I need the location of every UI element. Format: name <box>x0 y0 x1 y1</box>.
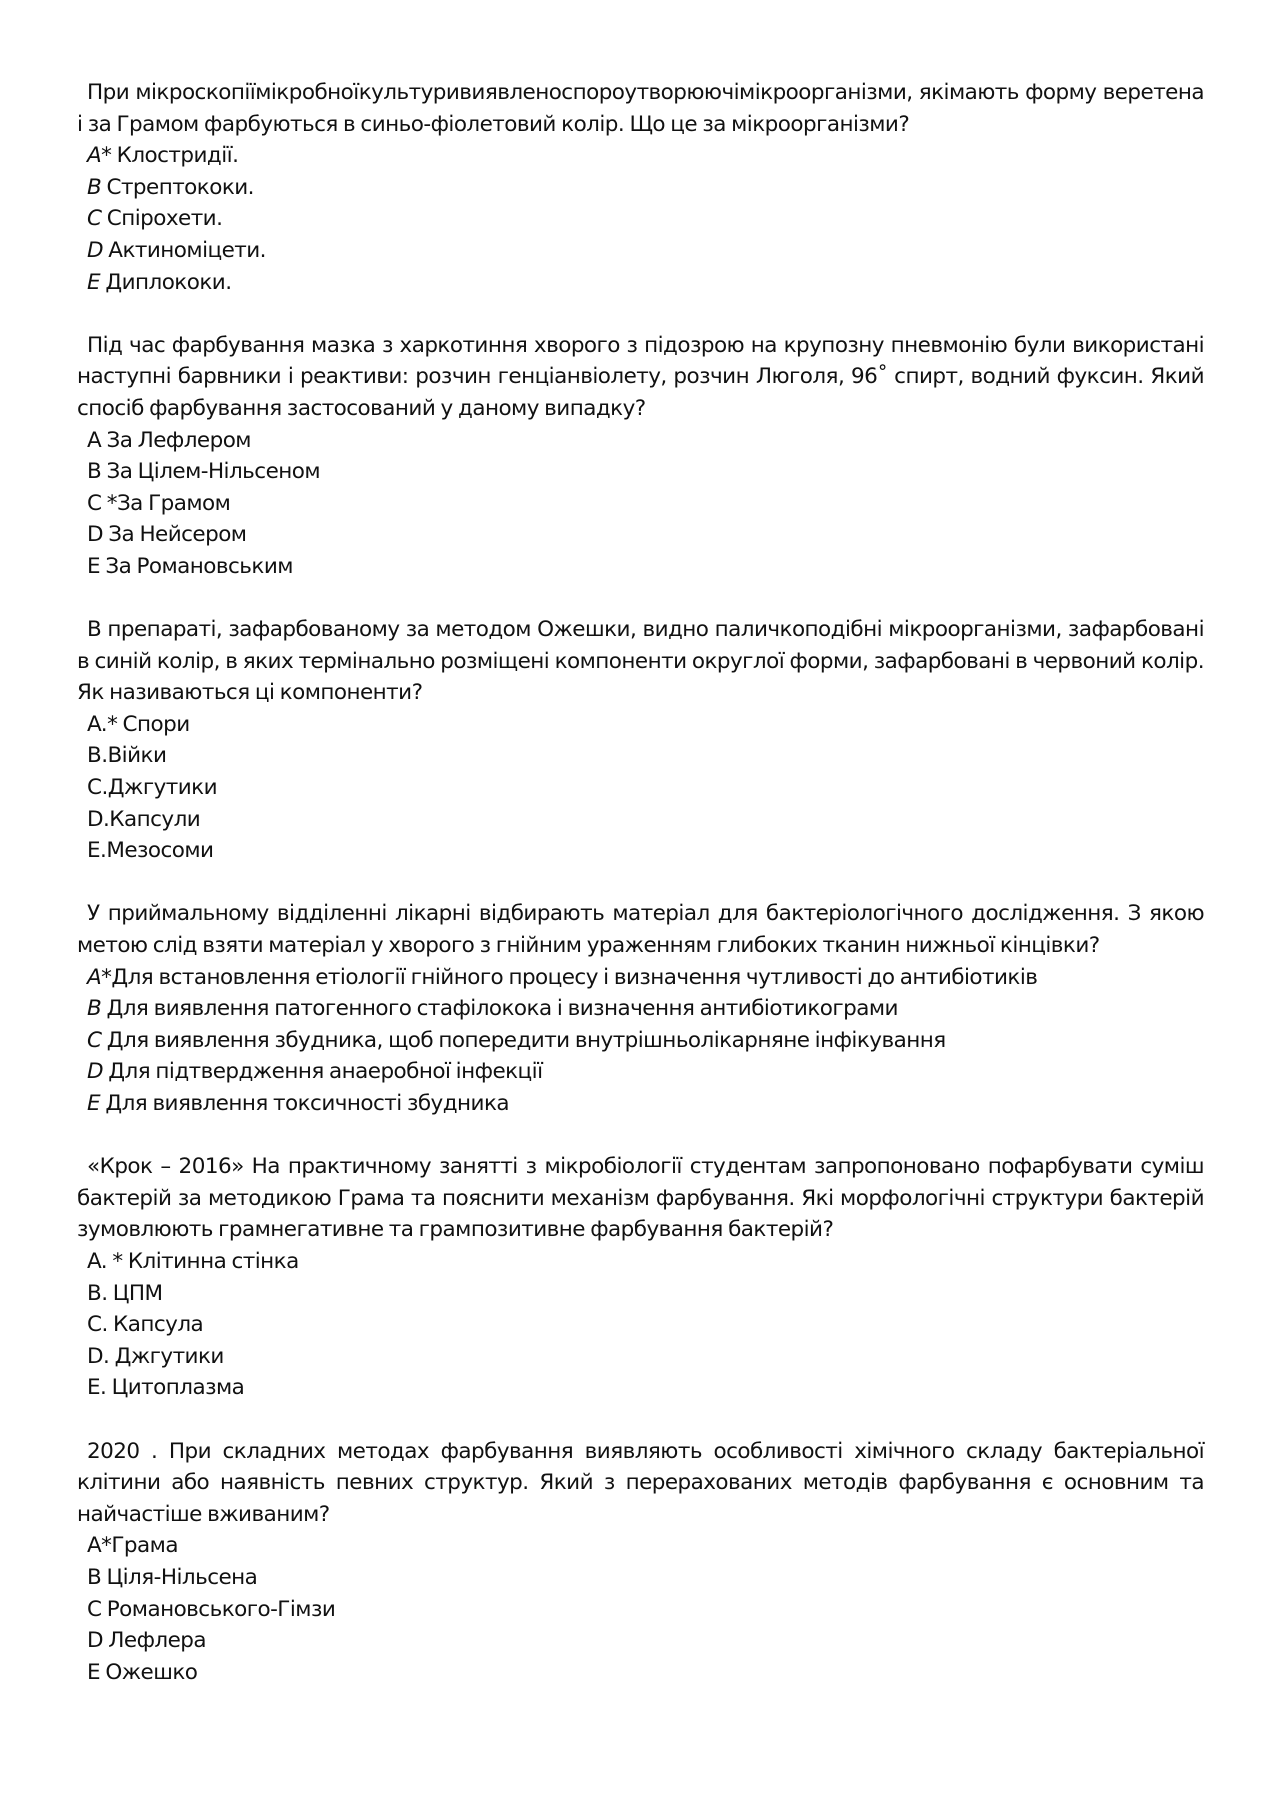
answer-option <box>77 709 1204 741</box>
option-letter: A <box>87 427 102 453</box>
option-letter: D <box>87 237 104 263</box>
option-text: *Для встановлення етіології гнійного процесу і визначення чутливості до антибіотиків <box>101 964 1038 990</box>
answer-option <box>77 425 1204 457</box>
answer-option <box>77 1562 1204 1594</box>
question-2 <box>77 330 1204 583</box>
question-4 <box>77 898 1204 1119</box>
answer-option <box>77 740 1204 772</box>
option-letter: A <box>87 1533 102 1559</box>
answer-option <box>77 1625 1204 1657</box>
answer-option <box>77 519 1204 551</box>
answer-option <box>77 203 1204 235</box>
answer-option <box>77 1088 1204 1120</box>
option-text: Ціля-Нільсена <box>101 1564 258 1590</box>
option-letter: D <box>87 522 104 548</box>
option-text: Для підтвердження анаеробної інфекції <box>103 1059 543 1085</box>
option-text: За Цілем-Нільсеном <box>101 459 321 485</box>
answer-options <box>77 709 1204 867</box>
option-text: .Мезосоми <box>100 838 214 864</box>
option-letter: E <box>87 269 101 295</box>
question-stem: У приймальному відділенні лікарні відбирають матеріал для бактеріологічного дослідження. З якою метою слід взяти матеріал у хворого з гнійним ураженням глибоких тканин нижньої кінцівки? <box>77 901 1204 959</box>
option-letter: C <box>87 1027 102 1053</box>
option-text: Стрептококи. <box>101 174 254 200</box>
question-1 <box>77 77 1204 298</box>
question-3 <box>77 614 1204 867</box>
answer-option <box>77 1025 1204 1057</box>
option-letter: C <box>87 775 102 801</box>
answer-options <box>77 962 1204 1120</box>
question-stem: 2020 . При складних методах фарбування виявляють особливості хімічного складу бактеріальної клітини або наявність певних структур. Який з перерахованих методів фарбування є основним та найчастіше вживаним? <box>77 1438 1204 1527</box>
option-letter: B <box>87 459 102 485</box>
option-letter: B <box>87 174 102 200</box>
option-letter: A <box>87 711 101 737</box>
option-text: . Джгутики <box>103 1343 224 1369</box>
option-text: *За Грамом <box>101 490 231 516</box>
answer-option <box>77 1309 1204 1341</box>
option-letter: C <box>87 206 102 232</box>
option-letter: C <box>87 1596 102 1622</box>
answer-option <box>77 1341 1204 1373</box>
answer-option <box>77 551 1204 583</box>
answer-options <box>77 140 1204 298</box>
option-text: . Цитоплазма <box>100 1375 245 1401</box>
answer-option <box>77 456 1204 488</box>
option-text: .Війки <box>101 743 167 769</box>
answer-option <box>77 1246 1204 1278</box>
option-text: За Нейсером <box>103 522 247 548</box>
option-text: Для виявлення збудника, щоб попередити внутрішньолікарняне інфікування <box>101 1027 946 1053</box>
option-letter: D <box>87 1059 104 1085</box>
answer-option <box>77 1594 1204 1626</box>
option-letter: C <box>87 490 102 516</box>
option-letter: A <box>87 964 102 990</box>
option-text: Спірохети. <box>101 206 223 232</box>
option-letter: D <box>87 806 104 832</box>
option-letter: B <box>87 1564 102 1590</box>
answer-options <box>77 425 1204 583</box>
answer-option <box>77 235 1204 267</box>
option-text: .Капсули <box>103 806 201 832</box>
question-stem: В препараті, зафарбованому за методом Ожешки, видно паличкоподібні мікроорганізми, зафарбовані в синій колір, в яких термінально розміщені компоненти округлої форми, зафарбовані в червоний колір. Як називаються ці компоненти? <box>77 617 1204 706</box>
option-letter: E <box>87 1091 101 1116</box>
option-text: .* Спори <box>100 711 190 737</box>
answer-option <box>77 1657 1204 1689</box>
answer-option <box>77 140 1204 172</box>
option-letter: D <box>87 1628 104 1654</box>
answer-option <box>77 804 1204 836</box>
option-text: . Капсула <box>101 1312 204 1338</box>
option-letter: E <box>87 838 101 864</box>
answer-option <box>77 1278 1204 1310</box>
option-text: . * Клітинна стінка <box>100 1248 299 1274</box>
answer-options <box>77 1246 1204 1404</box>
question-stem: При мікроскопіїмікробноїкультуривиявленоспороутворюючімікроорганізми, якімають форму веретена і за Грамом фарбуються в синьо-фіолетовий колір. Що це за мікроорганізми? <box>77 80 1204 137</box>
option-text: *Грама <box>101 1533 178 1559</box>
option-text: За Лефлером <box>101 427 251 453</box>
option-text: Для виявлення токсичності збудника <box>100 1091 510 1116</box>
answer-option <box>77 962 1204 994</box>
option-letter: E <box>87 1375 101 1401</box>
option-text: Актиноміцети. <box>103 237 266 263</box>
option-text: Романовського-Гімзи <box>101 1596 336 1622</box>
option-letter: D <box>87 1343 104 1369</box>
option-text: * Клостридії. <box>101 143 239 169</box>
answer-option <box>77 1530 1204 1562</box>
option-text: Диплококи. <box>100 269 232 295</box>
answer-options <box>77 1530 1204 1688</box>
option-letter: B <box>87 743 102 769</box>
answer-option <box>77 772 1204 804</box>
answer-option <box>77 1056 1204 1088</box>
answer-option <box>77 172 1204 204</box>
question-6 <box>77 1436 1204 1689</box>
option-letter: A <box>87 143 102 169</box>
answer-option <box>77 835 1204 867</box>
option-text: Лефлера <box>103 1628 207 1654</box>
option-letter: C <box>87 1312 102 1338</box>
answer-option <box>77 1372 1204 1404</box>
option-text: Для виявлення патогенного стафілокока і визначення антибіотикограми <box>101 996 898 1022</box>
option-text: . ЦПМ <box>101 1280 163 1306</box>
option-text: Ожешко <box>100 1659 198 1685</box>
option-text: За Романовським <box>100 553 293 579</box>
option-text: .Джгутики <box>101 775 217 801</box>
answer-option <box>77 993 1204 1025</box>
option-letter: B <box>87 1280 102 1306</box>
option-letter: E <box>87 553 101 579</box>
answer-option <box>77 488 1204 520</box>
option-letter: E <box>87 1659 101 1685</box>
option-letter: B <box>87 996 102 1022</box>
question-5 <box>77 1151 1204 1404</box>
answer-option <box>77 267 1204 299</box>
option-letter: A <box>87 1248 101 1274</box>
question-stem: «Крок – 2016» На практичному занятті з мікробіології студентам запропоновано пофарбувати суміш бактерій за методикою Грама та пояснити механізм фарбування. Які морфологічні структури бактерій зумовлюють грамнегативне та грампозитивне фарбування бактерій? <box>77 1154 1204 1243</box>
question-stem: Під час фарбування мазка з харкотиння хворого з підозрою на крупозну пневмонію були використані наступні барвники і реактиви: розчин генціанвіолету, розчин Люголя, 96˚ спирт, водний фуксин. Який спосіб фарбування застосований у даному випадку? <box>77 332 1204 421</box>
